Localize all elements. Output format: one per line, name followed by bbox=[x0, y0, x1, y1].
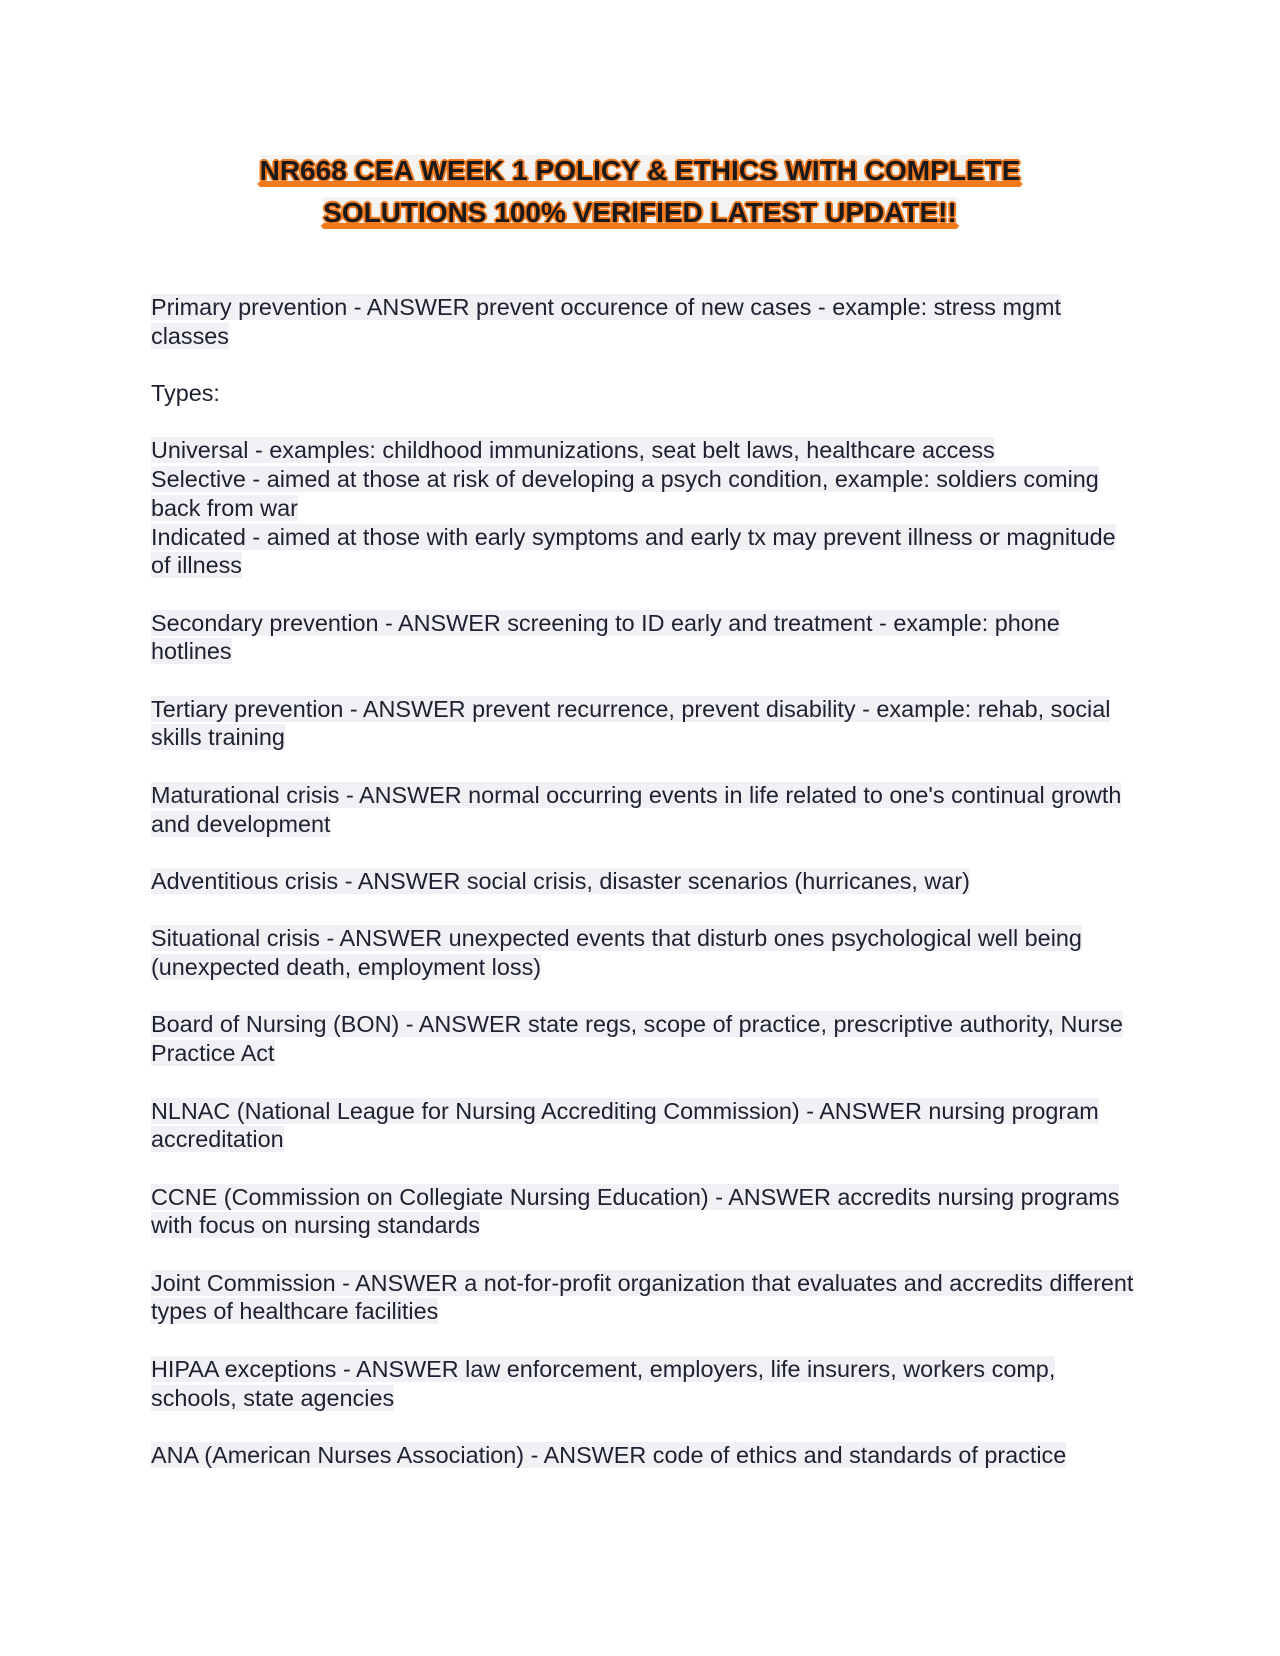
entry-indicated: Indicated - aimed at those with early symptoms and early tx may prevent illness or magnitude of illness bbox=[151, 523, 1116, 579]
entry-types-heading: Types: bbox=[151, 380, 220, 407]
entry-ccne: CCNE (Commission on Collegiate Nursing Education) - ANSWER accredits nursing programs with focus on nursing standards bbox=[151, 1183, 1120, 1239]
entry-selective: Selective - aimed at those at risk of developing a psych condition, example: soldiers coming back from war bbox=[151, 466, 1099, 521]
document-title bbox=[100, 150, 1180, 234]
entry-secondary-prevention: Secondary prevention - ANSWER screening to ID early and treatment - example: phone hotlines bbox=[151, 609, 1060, 665]
entry-board-of-nursing: Board of Nursing (BON) - ANSWER state regs, scope of practice, prescriptive authority, Nurse Practice Act bbox=[151, 1011, 1123, 1067]
entry-maturational-crisis: Maturational crisis - ANSWER normal occurring events in life related to one's continual growth and development bbox=[151, 781, 1122, 837]
entry-joint-commission: Joint Commission - ANSWER a not-for-profit organization that evaluates and accredits different types of healthcare facilities bbox=[151, 1269, 1134, 1325]
title-line-1: NR668 CEA WEEK 1 POLICY & ETHICS WITH COMPLETE bbox=[259, 155, 1021, 186]
entry-universal: Universal - examples: childhood immunizations, seat belt laws, healthcare access bbox=[151, 437, 995, 464]
entry-ana: ANA (American Nurses Association) - ANSWER code of ethics and standards of practice bbox=[151, 1441, 1067, 1468]
entry-nlnac: NLNAC (National League for Nursing Accrediting Commission) - ANSWER nursing program accreditation bbox=[151, 1097, 1099, 1153]
entry-situational-crisis: Situational crisis - ANSWER unexpected events that disturb ones psychological well being (unexpected death, employment loss) bbox=[151, 925, 1082, 981]
document-body bbox=[151, 293, 1141, 1498]
entry-hipaa-exceptions: HIPAA exceptions - ANSWER law enforcement, employers, life insurers, workers comp, schools, state agencies bbox=[151, 1355, 1056, 1411]
entry-tertiary-prevention: Tertiary prevention - ANSWER prevent recurrence, prevent disability - example: rehab, social skills training bbox=[151, 695, 1111, 751]
title-line-2: SOLUTIONS 100% VERIFIED LATEST UPDATE!! bbox=[323, 197, 957, 228]
entry-adventitious-crisis: Adventitious crisis - ANSWER social crisis, disaster scenarios (hurricanes, war) bbox=[151, 867, 970, 894]
entry-primary-prevention: Primary prevention - ANSWER prevent occurence of new cases - example: stress mgmt classes bbox=[151, 294, 1061, 349]
